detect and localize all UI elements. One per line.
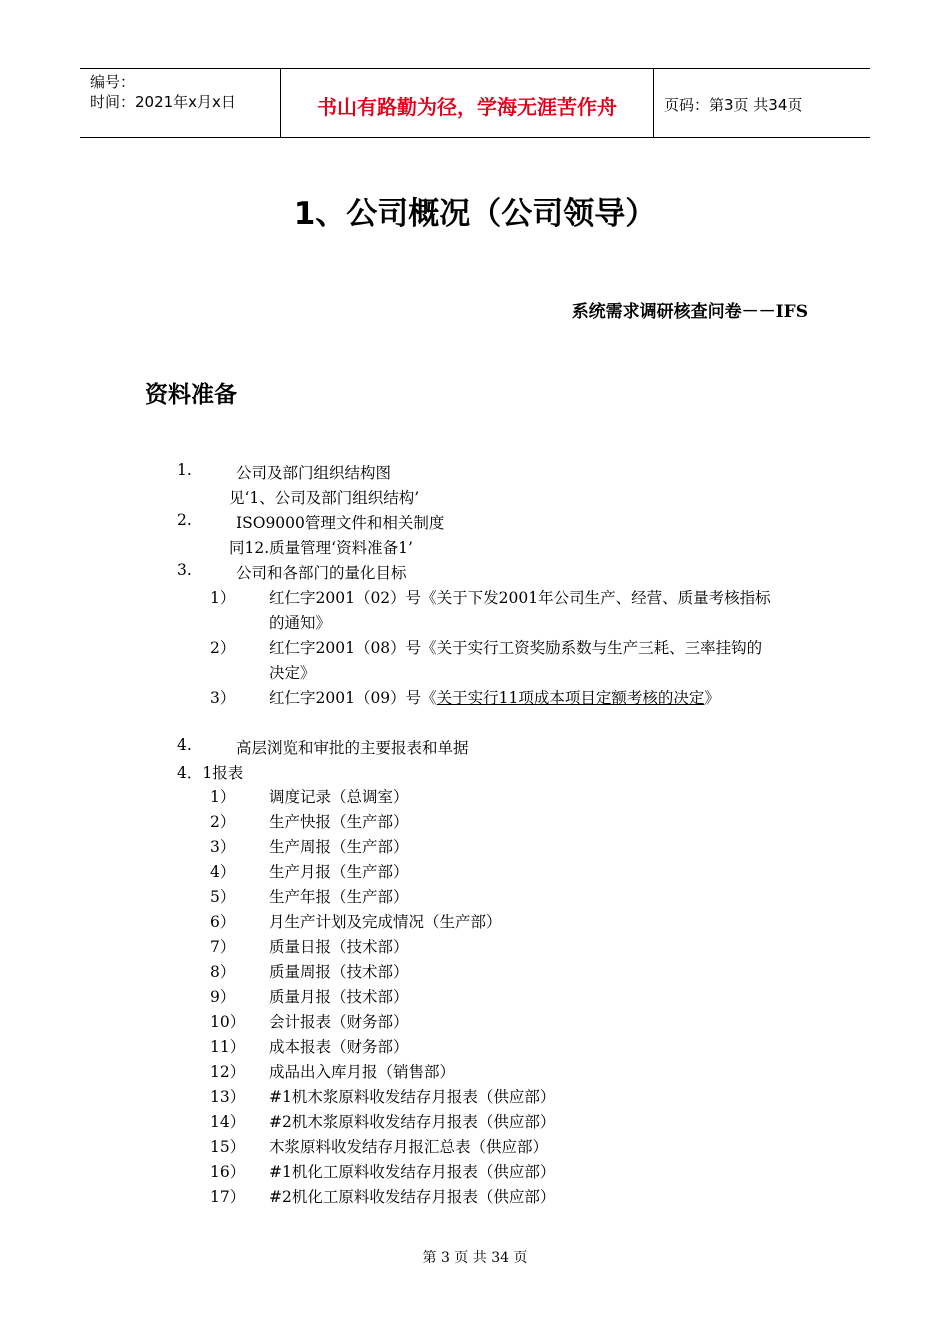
report-item: 成本报表（财务部）	[269, 1038, 409, 1056]
subitem-text-cont: 的通知》	[269, 614, 332, 632]
item-number: 4.	[177, 736, 192, 754]
subitem-number: 1）	[210, 589, 236, 607]
report-item: 会计报表（财务部）	[269, 1013, 409, 1031]
report-item: 质量日报（技术部）	[269, 938, 409, 956]
report-number: 3）	[210, 838, 236, 856]
item-note: 见‘1、公司及部门组织结构’	[229, 489, 420, 507]
report-number: 11）	[210, 1038, 246, 1056]
item-text: 公司及部门组织结构图	[236, 464, 392, 482]
document-link[interactable]: 关于实行11项成本项目定额考核的决定	[436, 689, 705, 707]
subitem-text	[269, 686, 720, 708]
report-number: 5）	[210, 888, 236, 906]
report-item: 调度记录（总调室）	[269, 788, 409, 806]
motto-text: 书山有路勤为径，学海无涯苦作舟	[317, 95, 617, 119]
report-number: 14）	[210, 1113, 246, 1131]
item-text: ISO9000管理文件和相关制度	[236, 514, 445, 532]
number-label: 编号：	[90, 73, 136, 91]
report-number: 6）	[210, 913, 236, 931]
report-item: 生产月报（生产部）	[269, 863, 409, 881]
report-number: 2）	[210, 813, 236, 831]
report-item: 质量月报（技术部）	[269, 988, 409, 1006]
page-header	[80, 68, 870, 138]
subitem-text-prefix: 红仁字2001（09）号《	[269, 689, 437, 707]
header-meta-cell	[80, 69, 281, 137]
report-item: #1机化工原料收发结存月报表（供应部）	[269, 1163, 556, 1181]
report-number: 17）	[210, 1188, 246, 1206]
report-number: 9）	[210, 988, 236, 1006]
header-page-cell	[654, 69, 870, 137]
page-footer: 第 3 页 共 34 页	[422, 1250, 528, 1266]
subsection-heading: 4．1报表	[177, 764, 244, 782]
report-item: 生产年报（生产部）	[269, 888, 409, 906]
section-title: 资料准备	[145, 382, 237, 408]
item-number: 1.	[177, 461, 192, 479]
item-number: 2.	[177, 511, 192, 529]
subitem-text: 红仁字2001（08）号《关于实行工资奖励系数与生产三耗、三率挂钩的	[269, 639, 763, 657]
subitem-number: 3）	[210, 689, 236, 707]
report-number: 15）	[210, 1138, 246, 1156]
item-note: 同12.质量管理‘资料准备1’	[229, 539, 413, 557]
report-number: 7）	[210, 938, 236, 956]
report-item: 生产快报（生产部）	[269, 813, 409, 831]
item-number: 3.	[177, 561, 192, 579]
report-number: 8）	[210, 963, 236, 981]
report-item: 成品出入库月报（销售部）	[269, 1063, 456, 1081]
report-item: 月生产计划及完成情况（生产部）	[269, 913, 502, 931]
item-text: 公司和各部门的量化目标	[236, 564, 407, 582]
report-item: #2机化工原料收发结存月报表（供应部）	[269, 1188, 556, 1206]
report-number: 4）	[210, 863, 236, 881]
report-number: 16）	[210, 1163, 246, 1181]
item-text: 高层浏览和审批的主要报表和单据	[236, 739, 469, 757]
report-number: 12）	[210, 1063, 246, 1081]
subitem-text-suffix: 》	[704, 689, 720, 707]
report-number: 13）	[210, 1088, 246, 1106]
document-title: 1、公司概况（公司领导）	[293, 196, 657, 232]
report-item: #1机木浆原料收发结存月报表（供应部）	[269, 1088, 556, 1106]
report-number: 10）	[210, 1013, 246, 1031]
report-item: 质量周报（技术部）	[269, 963, 409, 981]
report-item: #2机木浆原料收发结存月报表（供应部）	[269, 1113, 556, 1131]
subitem-number: 2）	[210, 639, 236, 657]
time-label: 时间：2021年x月x日	[90, 93, 236, 111]
report-item: 生产周报（生产部）	[269, 838, 409, 856]
subitem-text: 红仁字2001（02）号《关于下发2001年公司生产、经营、质量考核指标	[269, 589, 771, 607]
subitem-text-cont: 决定》	[269, 664, 316, 682]
report-number: 1）	[210, 788, 236, 806]
document-subtitle: 系统需求调研核查问卷－－IFS	[571, 302, 808, 322]
report-item: 木浆原料收发结存月报汇总表（供应部）	[269, 1138, 549, 1156]
page-info: 页码：第3页 共34页	[664, 96, 803, 114]
header-motto-cell	[281, 69, 654, 137]
